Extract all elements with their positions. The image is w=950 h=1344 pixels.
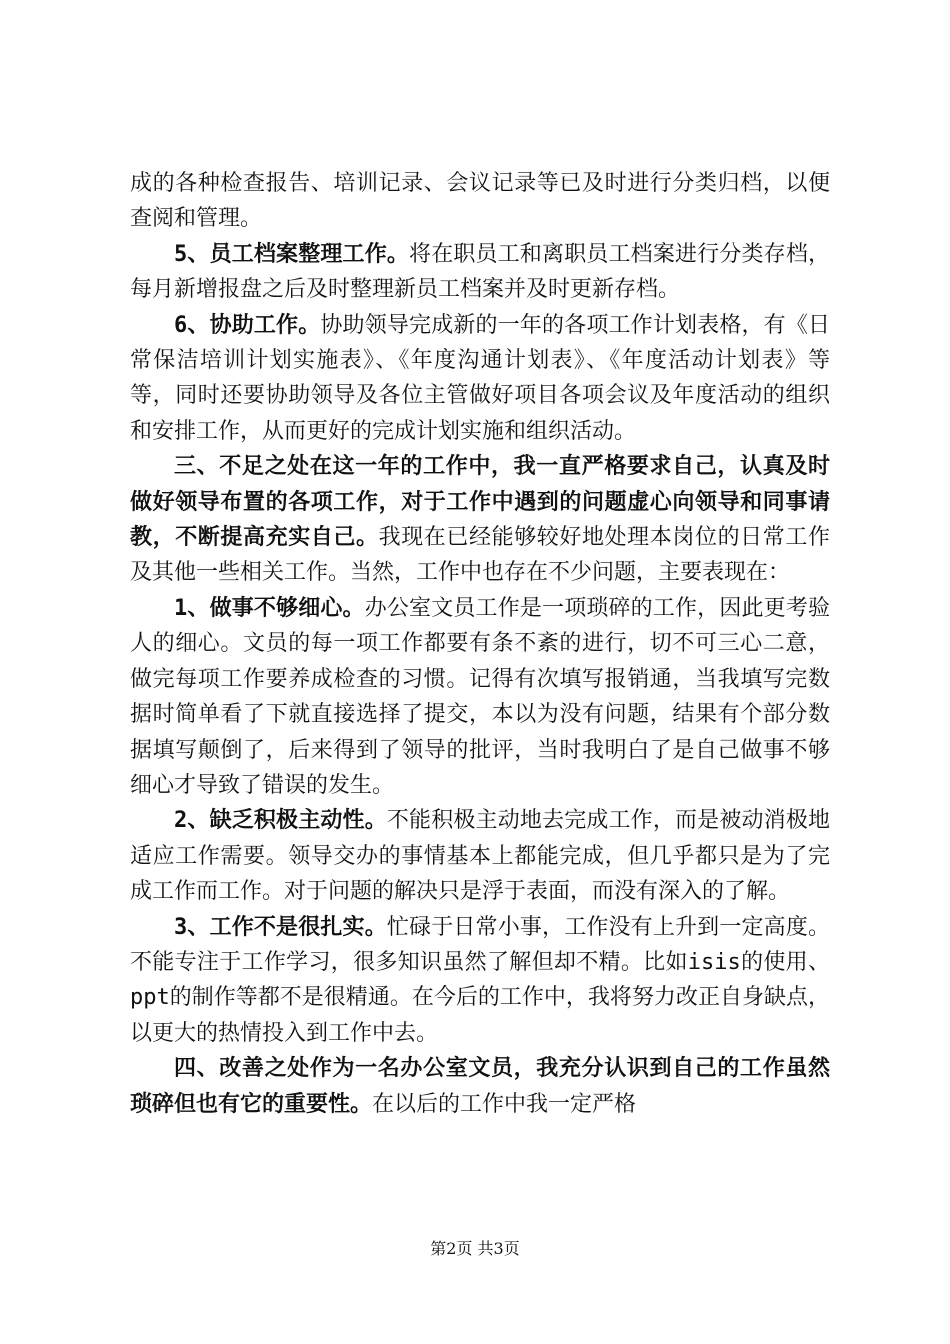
paragraph-text: 在以后的工作中我一定严格 — [372, 1091, 637, 1117]
paragraph-continued — [130, 166, 830, 237]
paragraph-item-2 — [130, 803, 830, 909]
page-number: 第2页 共3页 — [430, 1239, 520, 1258]
paragraph-text: 不能积极主动地去完成工作，而是被动消极地适应工作需要。领导交办的事情基本上都能完成，但几乎都只是为了完成工作而工作。对于问题的解决只是浮于表面，而没有深入的了解。 — [130, 808, 830, 905]
paragraph-item-3 — [130, 910, 830, 1052]
paragraph-text: 办公室文员工作是一项琐碎的工作，因此更考验人的细心。文员的每一项工作都要有条不紊的进行，切不可三心二意，做完每项工作要养成检查的习惯。记得有次填写报销通，当我填写完数据时简单看了下就直接选择了提交，本以为没有问题，结果有个部分数据填写颠倒了，后来得到了领导的批评，当时我明白了是自己做事不够细心才导致了错误的发生。 — [130, 595, 830, 798]
paragraph-text: 协助领导完成新的一年的各项工作计划表格，有《日常保洁培训计划实施表》、《年度沟通计划表》、《年度活动计划表》等等，同时还要协助领导及各位主管做好项目各项会议及年度活动的组织和安排工作，从而更好的完成计划实施和组织活动。 — [130, 312, 830, 444]
section-three — [130, 449, 830, 591]
paragraph-item-5 — [130, 237, 830, 308]
section-four — [130, 1051, 830, 1122]
section-heading: 三、不足之处在这一年的工作中，我一直严格要求自己，认真及时做好领导布置的各项工作，对于工作中遇到的问题虚心向领导和同事请教，不断提高充实自己。 — [130, 454, 830, 551]
document-body — [130, 166, 830, 1122]
item-heading: 2、缺乏积极主动性。 — [174, 808, 387, 834]
paragraph-item-1 — [130, 591, 830, 803]
item-heading: 6、协助工作。 — [174, 312, 321, 338]
item-heading: 1、做事不够细心。 — [174, 595, 365, 621]
paragraph-text: 忙碌于日常小事，工作没有上升到一定高度。不能专注于工作学习，很多知识虽然了解但却不精。比如isis的使用、ppt的制作等都不是很精通。在今后的工作中，我将努力改正自身缺点，以更大的热情投入到工作中去。 — [130, 914, 830, 1046]
page-footer — [0, 1236, 950, 1259]
paragraph-text: 我现在已经能够较好地处理本岗位的日常工作及其他一些相关工作。当然，工作中也存在不少问题，主要表现在： — [130, 525, 830, 586]
paragraph-text: 将在职员工和离职员工档案进行分类存档，每月新增报盘之后及时整理新员工档案并及时更新存档。 — [130, 241, 830, 303]
item-heading: 3、工作不是很扎实。 — [174, 914, 387, 940]
paragraph-item-6 — [130, 308, 830, 450]
paragraph-text: 成的各种检查报告、培训记录、会议记录等已及时进行分类归档，以便查阅和管理。 — [130, 171, 830, 232]
section-heading: 四、改善之处作为一名办公室文员，我充分认识到自己的工作虽然琐碎但也有它的重要性。 — [130, 1056, 830, 1117]
item-heading: 5、员工档案整理工作。 — [174, 241, 410, 267]
